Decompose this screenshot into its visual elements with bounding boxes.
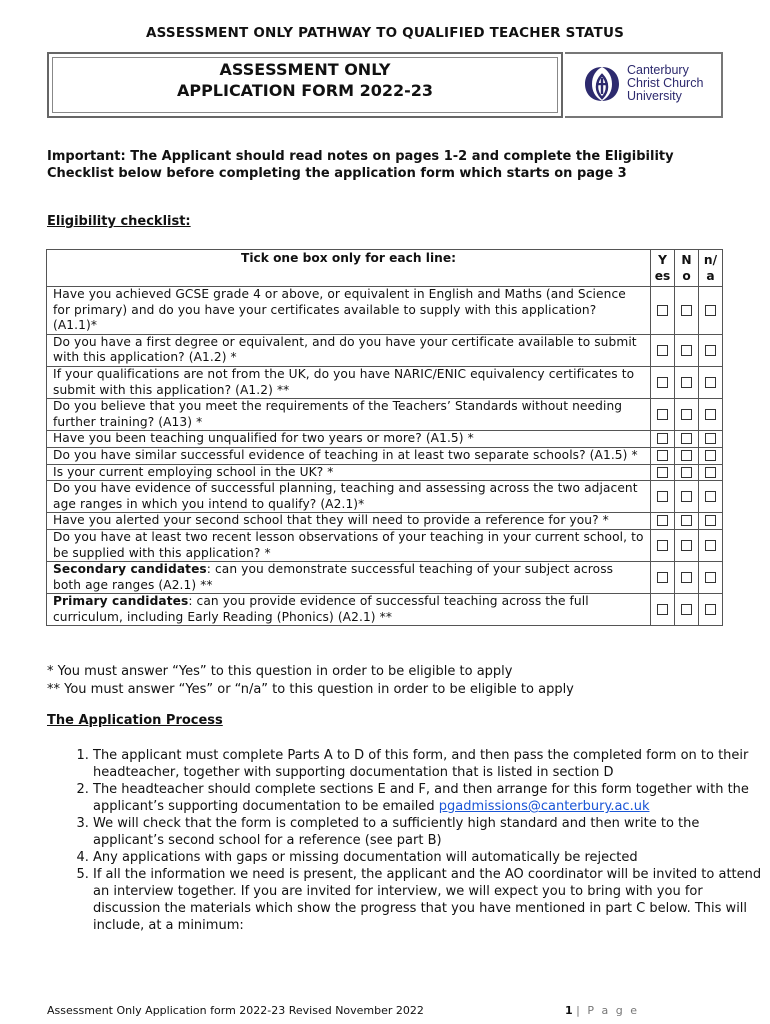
checklist-cell-na xyxy=(699,513,723,530)
process-step: 1. The applicant must complete Parts A to D of this form, and then pass the completed form on to their headteacher, together with supporting documentation that is listed in section D xyxy=(93,747,769,781)
eligibility-checklist-title: Eligibility checklist: xyxy=(47,214,191,229)
checkbox-na[interactable] xyxy=(705,450,716,461)
checkbox-no[interactable] xyxy=(681,450,692,461)
checklist-cell-yes xyxy=(651,529,675,561)
checklist-cell-no xyxy=(675,287,699,335)
checklist-cell-yes xyxy=(651,287,675,335)
admissions-email-link[interactable]: pgadmissions@canterbury.ac.uk xyxy=(438,799,650,814)
checkbox-yes[interactable] xyxy=(657,572,668,583)
form-title: ASSESSMENT ONLY APPLICATION FORM 2022-23 xyxy=(176,60,434,100)
checkbox-na[interactable] xyxy=(705,572,716,583)
checkbox-no[interactable] xyxy=(681,377,692,388)
university-name: Canterbury Christ Church University xyxy=(627,63,704,103)
checkbox-no[interactable] xyxy=(681,409,692,420)
note-double-star: ** You must answer “Yes” or “n/a” to this question in order to be eligible to apply xyxy=(47,682,574,697)
checkbox-yes[interactable] xyxy=(657,604,668,615)
checklist-cell-no xyxy=(675,529,699,561)
checklist-row xyxy=(47,562,723,594)
important-notice: Important: The Applicant should read notes on pages 1-2 and complete the Eligibility Checklist below before completing the application form which starts on page 3 xyxy=(47,149,674,181)
checkbox-no[interactable] xyxy=(681,572,692,583)
checkbox-yes[interactable] xyxy=(657,467,668,478)
checklist-row xyxy=(47,529,723,561)
checkbox-no[interactable] xyxy=(681,467,692,478)
checkbox-yes[interactable] xyxy=(657,540,668,551)
university-logo-box xyxy=(565,52,723,118)
checklist-cell-no xyxy=(675,366,699,398)
checklist-cell-no xyxy=(675,594,699,626)
checkbox-na[interactable] xyxy=(705,409,716,420)
footer-document-info: Assessment Only Application form 2022-23 Revised November 2022 xyxy=(47,1004,424,1017)
checklist-instruction: Tick one box only for each line: xyxy=(47,250,651,287)
process-step: 5. If all the information we need is present, the applicant and the AO coordinator will be invited to attend an interview together. If you are invited for interview, we will expect you to bring with you for discussion the materials which show the progress that you have mentioned in part C below. This will include, at a minimum: xyxy=(93,866,769,934)
checklist-cell-yes xyxy=(651,334,675,366)
checklist-cell-yes xyxy=(651,399,675,431)
checkbox-no[interactable] xyxy=(681,305,692,316)
checkbox-yes[interactable] xyxy=(657,450,668,461)
checkbox-na[interactable] xyxy=(705,377,716,388)
checklist-cell-yes xyxy=(651,447,675,464)
process-step: 3. We will check that the form is completed to a sufficiently high standard and then write to the applicant’s second school for a reference (see part B) xyxy=(93,815,769,849)
checkbox-no[interactable] xyxy=(681,345,692,356)
form-title-box xyxy=(47,52,563,118)
checklist-cell-na xyxy=(699,366,723,398)
checklist-question: Do you have at least two recent lesson observations of your teaching in your current school, to be supplied with this application? * xyxy=(47,529,651,561)
checklist-cell-na xyxy=(699,399,723,431)
checklist-question: Secondary candidates: can you demonstrate successful teaching of your subject across both age ranges (A2.1) ** xyxy=(47,562,651,594)
checklist-cell-na xyxy=(699,529,723,561)
checklist-row xyxy=(47,431,723,448)
column-yes: Y es xyxy=(651,250,675,287)
eligibility-notes xyxy=(47,663,574,699)
checklist-question: Do you have a first degree or equivalent, and do you have your certificate available to submit with this application? (A1.2) * xyxy=(47,334,651,366)
checklist-row xyxy=(47,287,723,335)
checkbox-na[interactable] xyxy=(705,491,716,502)
checklist-question: Is your current employing school in the UK? * xyxy=(47,464,651,481)
footer-page-number: 1 | P a g e xyxy=(565,1004,639,1017)
checklist-cell-yes xyxy=(651,431,675,448)
checklist-row xyxy=(47,594,723,626)
checklist-cell-no xyxy=(675,481,699,513)
checklist-cell-na xyxy=(699,287,723,335)
eligibility-checklist-table xyxy=(46,249,723,626)
column-no: N o xyxy=(675,250,699,287)
checkbox-yes[interactable] xyxy=(657,515,668,526)
checkbox-yes[interactable] xyxy=(657,409,668,420)
checklist-question: Have you achieved GCSE grade 4 or above, or equivalent in English and Maths (and Science for primary) and do you have your certificates available to supply with this application? (A1.1)* xyxy=(47,287,651,335)
checklist-cell-no xyxy=(675,447,699,464)
document-heading: ASSESSMENT ONLY PATHWAY TO QUALIFIED TEACHER STATUS xyxy=(145,25,625,41)
checkbox-na[interactable] xyxy=(705,433,716,444)
process-step: 2. The headteacher should complete sections E and F, and then arrange for this form together with the applicant’s supporting documentation to be emailed pgadmissions@canterbury.ac.uk xyxy=(93,781,769,815)
checklist-question: Primary candidates: can you provide evidence of successful teaching across the full curriculum, including Early Reading (Phonics) (A2.1) ** xyxy=(47,594,651,626)
checklist-row xyxy=(47,513,723,530)
checkbox-yes[interactable] xyxy=(657,433,668,444)
checklist-question: Have you been teaching unqualified for two years or more? (A1.5) * xyxy=(47,431,651,448)
checklist-row xyxy=(47,447,723,464)
university-crest-icon xyxy=(581,63,623,105)
checklist-cell-na xyxy=(699,447,723,464)
checklist-cell-na xyxy=(699,334,723,366)
checklist-question: Do you have evidence of successful planning, teaching and assessing across the two adjacent age ranges in which you intend to qualify? (A2.1)* xyxy=(47,481,651,513)
checkbox-no[interactable] xyxy=(681,433,692,444)
checkbox-na[interactable] xyxy=(705,604,716,615)
checkbox-yes[interactable] xyxy=(657,377,668,388)
checklist-cell-yes xyxy=(651,464,675,481)
application-process-title: The Application Process xyxy=(47,713,223,728)
checklist-cell-yes xyxy=(651,366,675,398)
checklist-question: If your qualifications are not from the UK, do you have NARIC/ENIC equivalency certificates to submit with this application? (A1.2) ** xyxy=(47,366,651,398)
note-single-star: * You must answer “Yes” to this question in order to be eligible to apply xyxy=(47,664,513,679)
checklist-row xyxy=(47,366,723,398)
checkbox-no[interactable] xyxy=(681,604,692,615)
checkbox-na[interactable] xyxy=(705,540,716,551)
checkbox-yes[interactable] xyxy=(657,491,668,502)
checkbox-na[interactable] xyxy=(705,305,716,316)
checklist-cell-yes xyxy=(651,513,675,530)
checklist-cell-yes xyxy=(651,481,675,513)
checklist-cell-na xyxy=(699,464,723,481)
checklist-row xyxy=(47,464,723,481)
process-step: 4. Any applications with gaps or missing documentation will automatically be rejected xyxy=(93,849,769,866)
checklist-question: Have you alerted your second school that they will need to provide a reference for you? * xyxy=(47,513,651,530)
checklist-cell-no xyxy=(675,334,699,366)
checklist-cell-yes xyxy=(651,562,675,594)
application-process-steps xyxy=(47,747,769,934)
checklist-cell-no xyxy=(675,562,699,594)
checkbox-no[interactable] xyxy=(681,515,692,526)
checklist-cell-no xyxy=(675,399,699,431)
column-na: n/ a xyxy=(699,250,723,287)
checklist-row xyxy=(47,481,723,513)
checklist-cell-na xyxy=(699,481,723,513)
checkbox-na[interactable] xyxy=(705,345,716,356)
checklist-cell-no xyxy=(675,431,699,448)
checkbox-no[interactable] xyxy=(681,491,692,502)
checklist-cell-yes xyxy=(651,594,675,626)
checklist-cell-na xyxy=(699,431,723,448)
checklist-cell-no xyxy=(675,513,699,530)
checklist-cell-na xyxy=(699,562,723,594)
checkbox-no[interactable] xyxy=(681,540,692,551)
checklist-cell-no xyxy=(675,464,699,481)
checklist-header-row xyxy=(47,250,723,287)
checklist-question: Do you believe that you meet the requirements of the Teachers’ Standards without needing further training? (A13) * xyxy=(47,399,651,431)
checklist-row xyxy=(47,334,723,366)
checkbox-na[interactable] xyxy=(705,515,716,526)
checkbox-yes[interactable] xyxy=(657,305,668,316)
checklist-question: Do you have similar successful evidence of teaching in at least two separate schools? (A1.5) * xyxy=(47,447,651,464)
checklist-cell-na xyxy=(699,594,723,626)
checklist-row xyxy=(47,399,723,431)
checkbox-na[interactable] xyxy=(705,467,716,478)
checkbox-yes[interactable] xyxy=(657,345,668,356)
